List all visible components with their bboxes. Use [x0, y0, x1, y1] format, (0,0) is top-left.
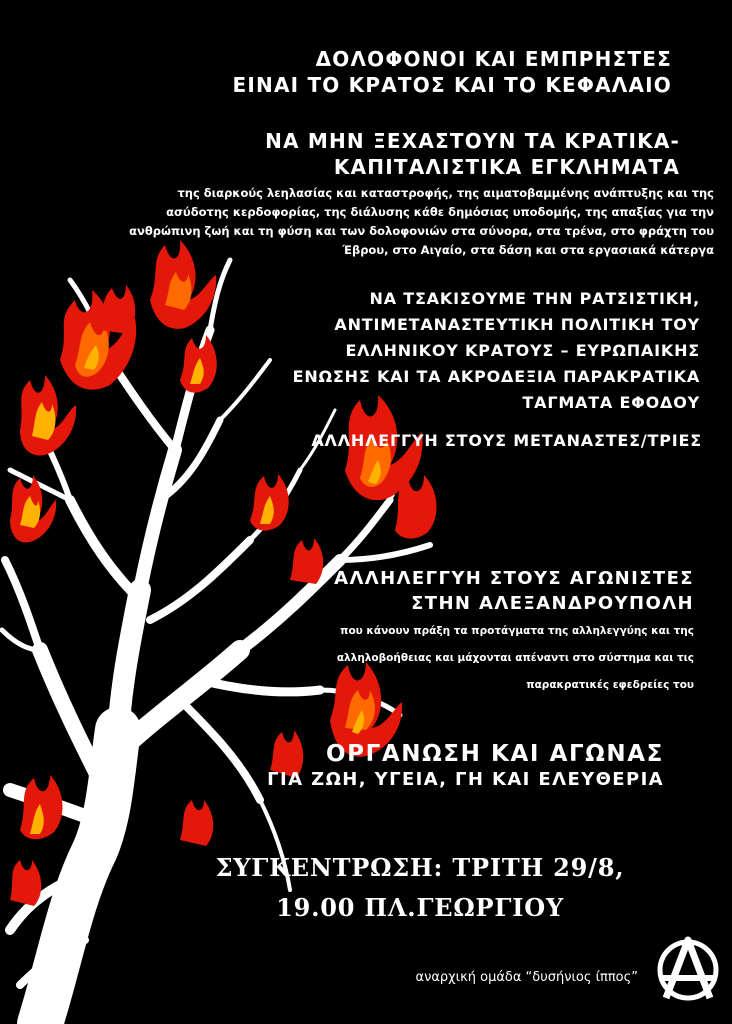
- headline: [233, 46, 672, 98]
- fighters-body-line-3: παρακρατικές εφεδρείες του: [526, 679, 694, 691]
- crimes-body-line-2: ασύδοτης κερδοφορίας, της διάλυσης κάθε δημόσιας υποδομής, της απαξίας για την: [166, 205, 714, 219]
- fighters-title-line-2: ΣΤΗΝ ΑΛΕΞΑΝΔΡΟΥΠΟΛΗ: [411, 593, 694, 614]
- organize-line-1: ΟΡΓΑΝΩΣΗ ΚΑΙ ΑΓΩΝΑΣ: [326, 741, 664, 767]
- smash-line-4: ΕΝΩΣΗΣ ΚΑΙ ΤΑ ΑΚΡΟΔΕΞΙΑ ΠΑΡΑΚΡΑΤΙΚΑ: [292, 367, 700, 386]
- fighters-title-line-1: ΑΛΛΗΛΕΓΓΥΗ ΣΤΟΥΣ ΑΓΩΝΙΣΤΕΣ: [334, 568, 694, 589]
- fighters-title: [334, 566, 694, 616]
- crimes-body-line-3: ανθρώπινη ζωή και τη φύση και των δολοφονιών στα σύνορα, στα τρένα, στο φράχτη του: [129, 224, 714, 238]
- smash-line-5: ΤΑΓΜΑΤΑ ΕΦΟΔΟΥ: [522, 393, 700, 412]
- smash-line-2: ΑΝΤΙΜΕΤΑΝΑΣΤΕΥΤΙΚΗ ΠΟΛΙΤΙΚΗ ΤΟΥ: [334, 315, 700, 334]
- signature: [416, 970, 638, 985]
- crimes-body-line-4: Έβρου, στο Αιγαίο, στα δάση και στα εργασιακά κάτεργα: [342, 243, 714, 257]
- crimes-body-line-1: της διαρκούς λεηλασίας και καταστροφής, της αιματοβαμμένης ανάπτυξης και της: [177, 186, 714, 200]
- rally-announcement: [180, 848, 660, 928]
- smash-line-1: ΝΑ ΤΣΑΚΙΣΟΥΜΕ ΤΗΝ ΡΑΤΣΙΣΤΙΚΗ,: [369, 289, 700, 308]
- crimes-title-line-2: ΚΑΠΙΤΑΛΙΣΤΙΚΑ ΕΓΚΛΗΜΑΤΑ: [333, 155, 680, 179]
- fighters-body: [337, 618, 694, 699]
- group-name: αναρχική ομάδα “δυσήνιος ίππος”: [415, 970, 638, 985]
- migrants-solidarity: [311, 428, 702, 454]
- smash-racist-policy: [293, 286, 700, 416]
- rally-line-1: ΣΥΓΚΕΝΤΡΩΣΗ: ΤΡΙΤΗ 29/8,: [215, 853, 625, 882]
- headline-line-1: ΔΟΛΟΦΟΝΟΙ ΚΑΙ ΕΜΠΡΗΣΤΕΣ: [315, 47, 672, 71]
- circle-a-anarchy-icon: [652, 934, 724, 1006]
- headline-line-2: ΕΙΝΑΙ ΤΟ ΚΡΑΤΟΣ ΚΑΙ ΤΟ ΚΕΦΑΛΑΙΟ: [232, 73, 672, 97]
- crimes-title-line-1: ΝΑ ΜΗΝ ΞΕΧΑΣΤΟΥΝ ΤΑ ΚΡΑΤΙΚΑ-: [265, 129, 680, 153]
- fighters-body-line-2: αλληλοβοήθειας και μάχονται απέναντι στο σύστημα και τις: [336, 652, 694, 664]
- migrants-text: ΑΛΛΗΛΕΓΓΥΗ ΣΤΟΥΣ ΜΕΤΑΝΑΣΤΕΣ/ΤΡΙΕΣ: [311, 431, 702, 450]
- organize-block: [267, 740, 664, 792]
- rally-line-2: 19.00 ΠΛ.ΓΕΩΡΓΙΟΥ: [276, 893, 564, 922]
- fighters-body-line-1: που κάνουν πράξη τα προτάγματα της αλληλεγγύης και της: [340, 625, 694, 637]
- crimes-title: [265, 128, 680, 180]
- organize-line-2: ΓΙΑ ΖΩΗ, ΥΓΕΙΑ, ΓΗ ΚΑΙ ΕΛΕΥΘΕΡΙΑ: [267, 769, 664, 790]
- smash-line-3: ΕΛΛΗΝΙΚΟΥ ΚΡΑΤΟΥΣ – ΕΥΡΩΠΑΙΚΗΣ: [345, 341, 700, 360]
- crimes-body: [129, 184, 714, 260]
